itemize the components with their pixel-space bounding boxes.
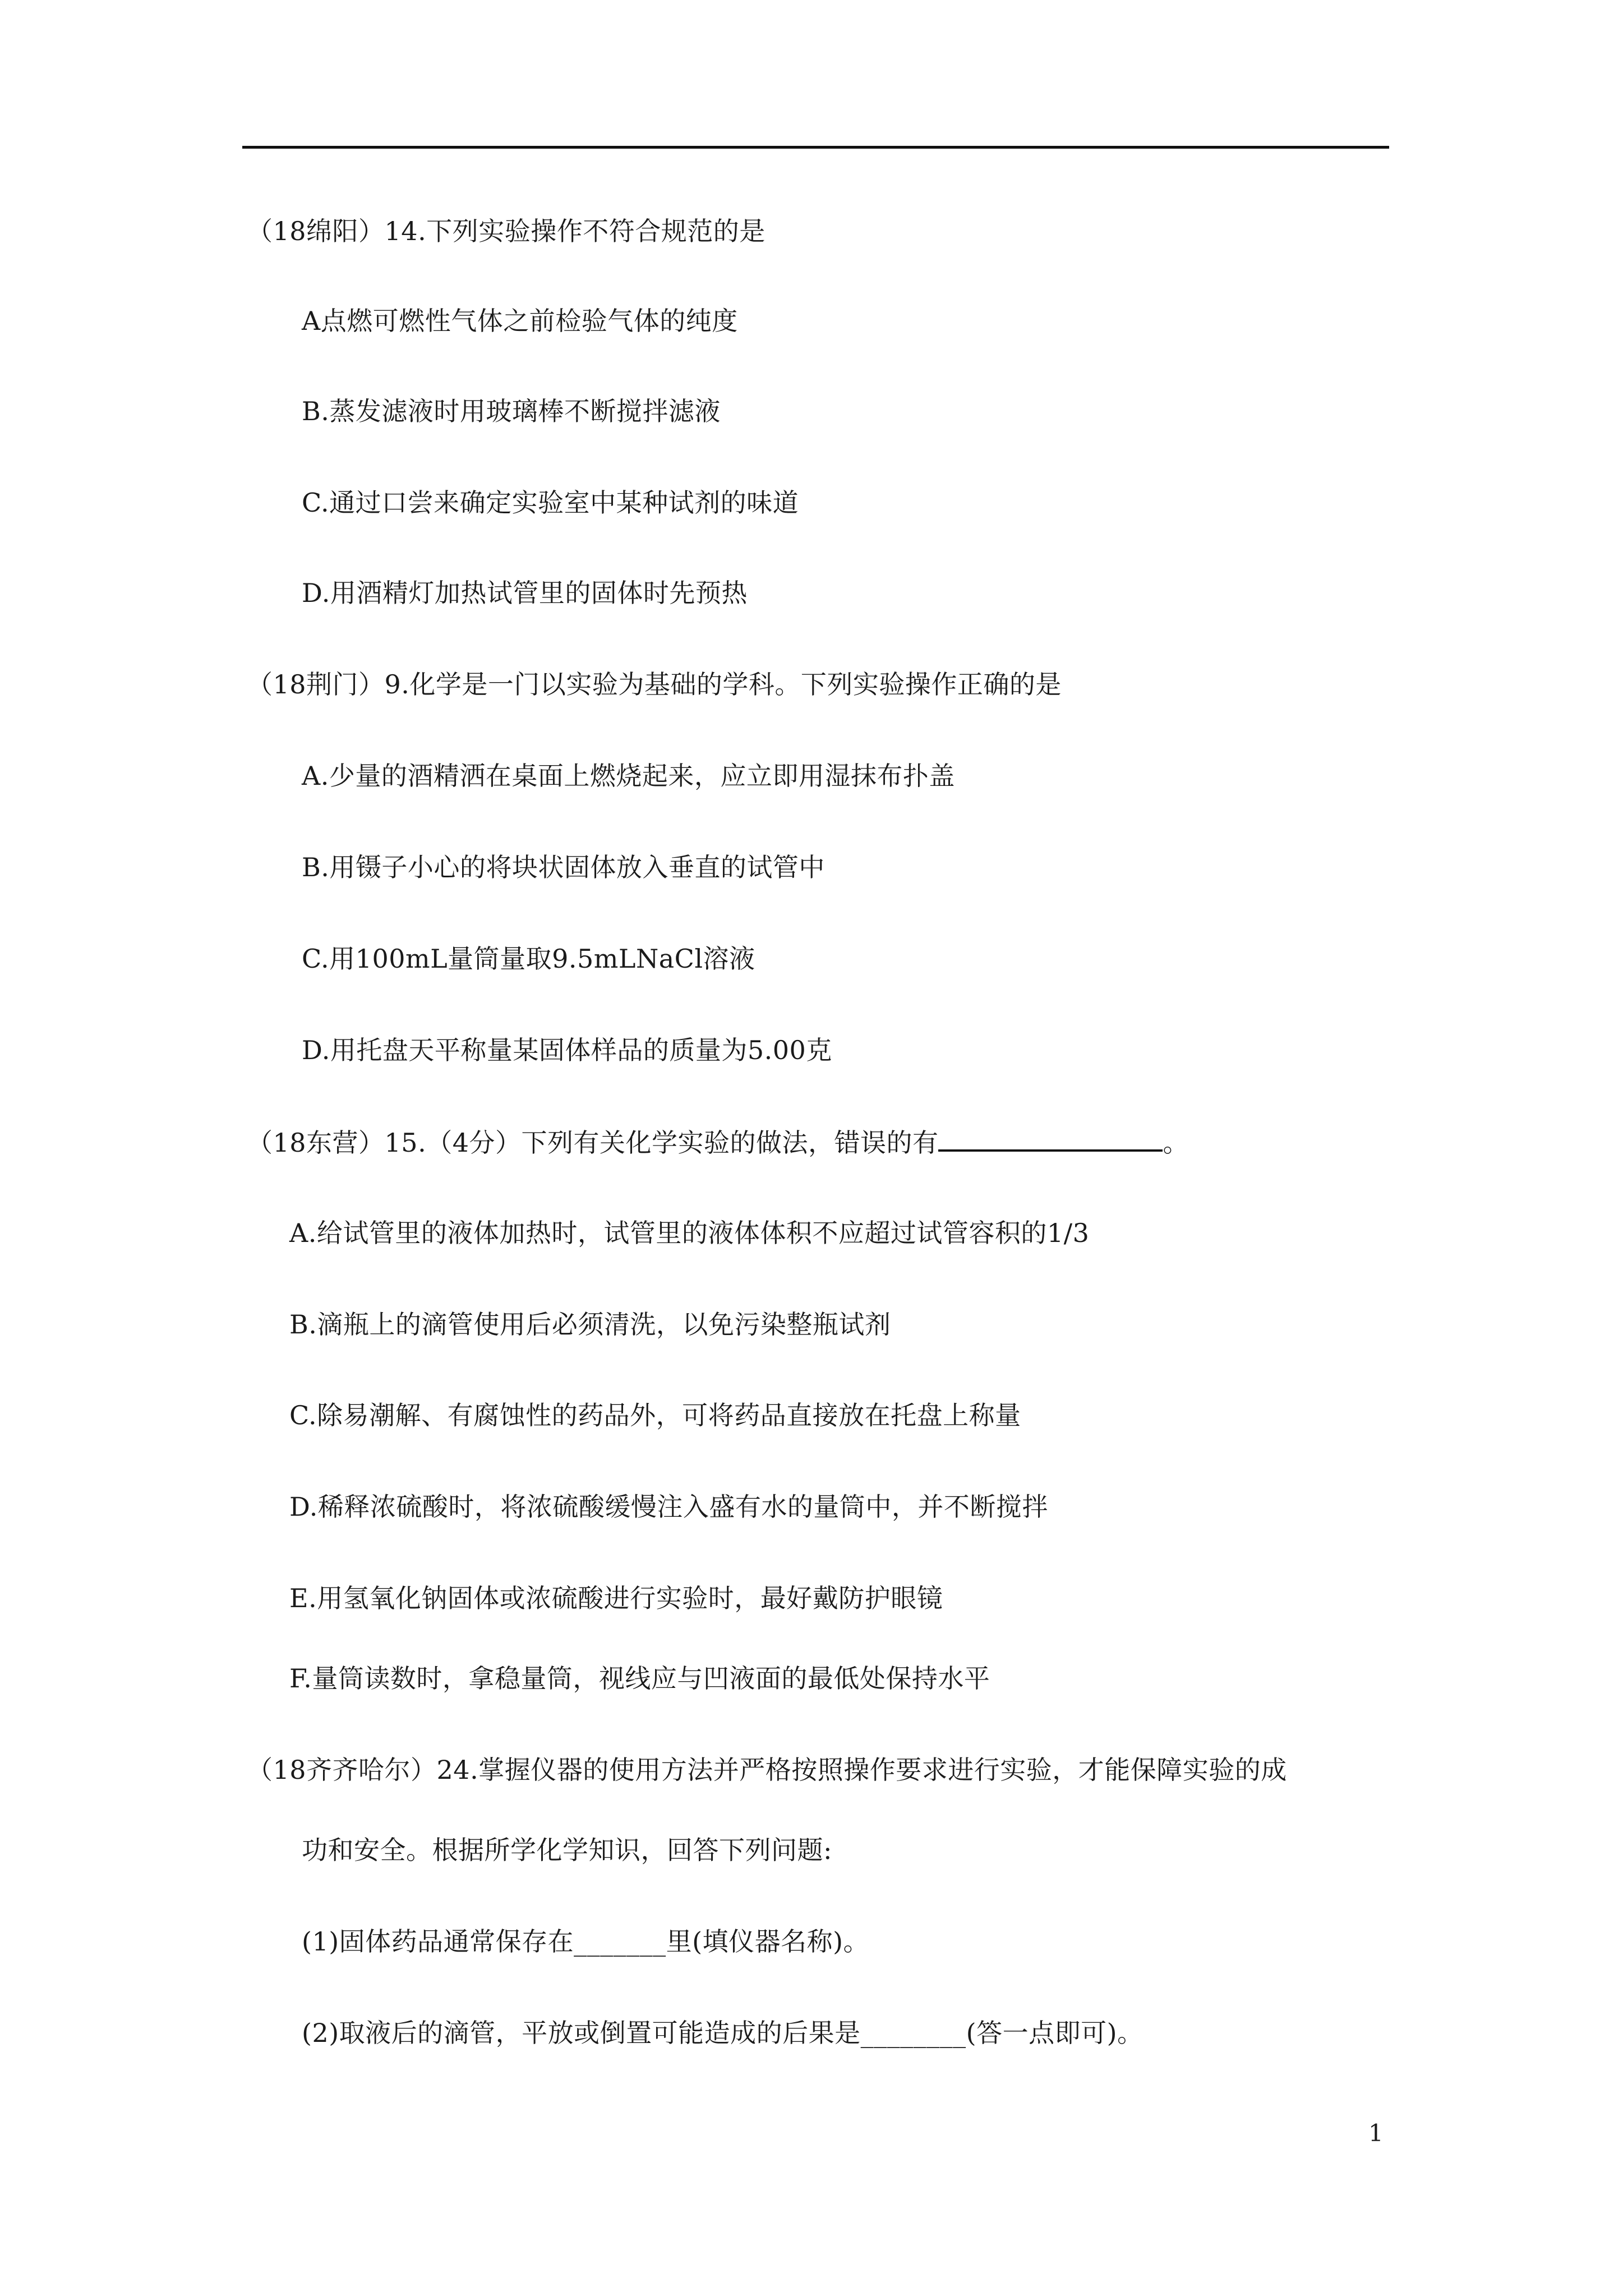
question-15-option-a: A.给试管里的液体加热时，试管里的液体体积不应超过试管容积的1/3: [289, 1218, 1090, 1248]
question-9-option-a: A.少量的酒精洒在桌面上燃烧起来，应立即用湿抹布扑盖: [302, 761, 955, 791]
page-number: 1: [1368, 2119, 1384, 2147]
question-15-option-d: D.稀释浓硫酸时，将浓硫酸缓慢注入盛有水的量筒中，并不断搅拌: [289, 1492, 1048, 1522]
question-15-stem-end: 。: [1163, 1128, 1189, 1158]
question-14-stem: （18绵阳）14.下列实验操作不符合规范的是: [247, 216, 766, 246]
question-15-option-b: B.滴瓶上的滴管使用后必须清洗，以免污染整瓶试剂: [289, 1309, 891, 1340]
question-14-option-a: A点燃可燃性气体之前检验气体的纯度: [302, 306, 738, 336]
question-15-option-c: C.除易潮解、有腐蚀性的药品外，可将药品直接放在托盘上称量: [289, 1400, 1021, 1430]
question-14-option-c: C.通过口尝来确定实验室中某种试剂的味道: [302, 487, 799, 518]
question-15-option-e: E.用氢氧化钠固体或浓硫酸进行实验时，最好戴防护眼镜: [289, 1583, 943, 1613]
question-9-option-b: B.用镊子小心的将块状固体放入垂直的试管中: [302, 852, 825, 882]
header-rule: [242, 146, 1389, 149]
answer-blank: [938, 1125, 1163, 1152]
question-24-stem-continued: 功和安全。根据所学化学知识，回答下列问题:: [302, 1835, 832, 1865]
question-15-option-f: F.量筒读数时，拿稳量筒，视线应与凹液面的最低处保持水平: [289, 1663, 990, 1694]
question-9-stem: （18荆门）9.化学是一门以实验为基础的学科。下列实验操作正确的是: [247, 669, 1062, 700]
question-15-stem: [247, 1125, 1189, 1159]
question-14-option-b: B.蒸发滤液时用玻璃棒不断搅拌滤液: [302, 396, 721, 426]
question-14-option-d: D.用酒精灯加热试管里的固体时先预热: [302, 578, 748, 608]
question-24-stem: （18齐齐哈尔）24.掌握仪器的使用方法并严格按照操作要求进行实验，才能保障实验的成: [247, 1755, 1287, 1785]
question-24-sub-item-1: (1)固体药品通常保存在_______里(填仪器名称)。: [302, 1926, 870, 1957]
question-24-sub-item-2: (2)取液后的滴管，平放或倒置可能造成的后果是________(答一点即可)。: [302, 2018, 1144, 2048]
question-9-option-d: D.用托盘天平称量某固体样品的质量为5.00克: [302, 1035, 832, 1065]
question-9-option-c: C.用100mL量筒量取9.5mLNaCl溶液: [302, 944, 755, 974]
question-15-stem-text: （18东营）15.（4分）下列有关化学实验的做法，错误的有: [247, 1128, 939, 1158]
